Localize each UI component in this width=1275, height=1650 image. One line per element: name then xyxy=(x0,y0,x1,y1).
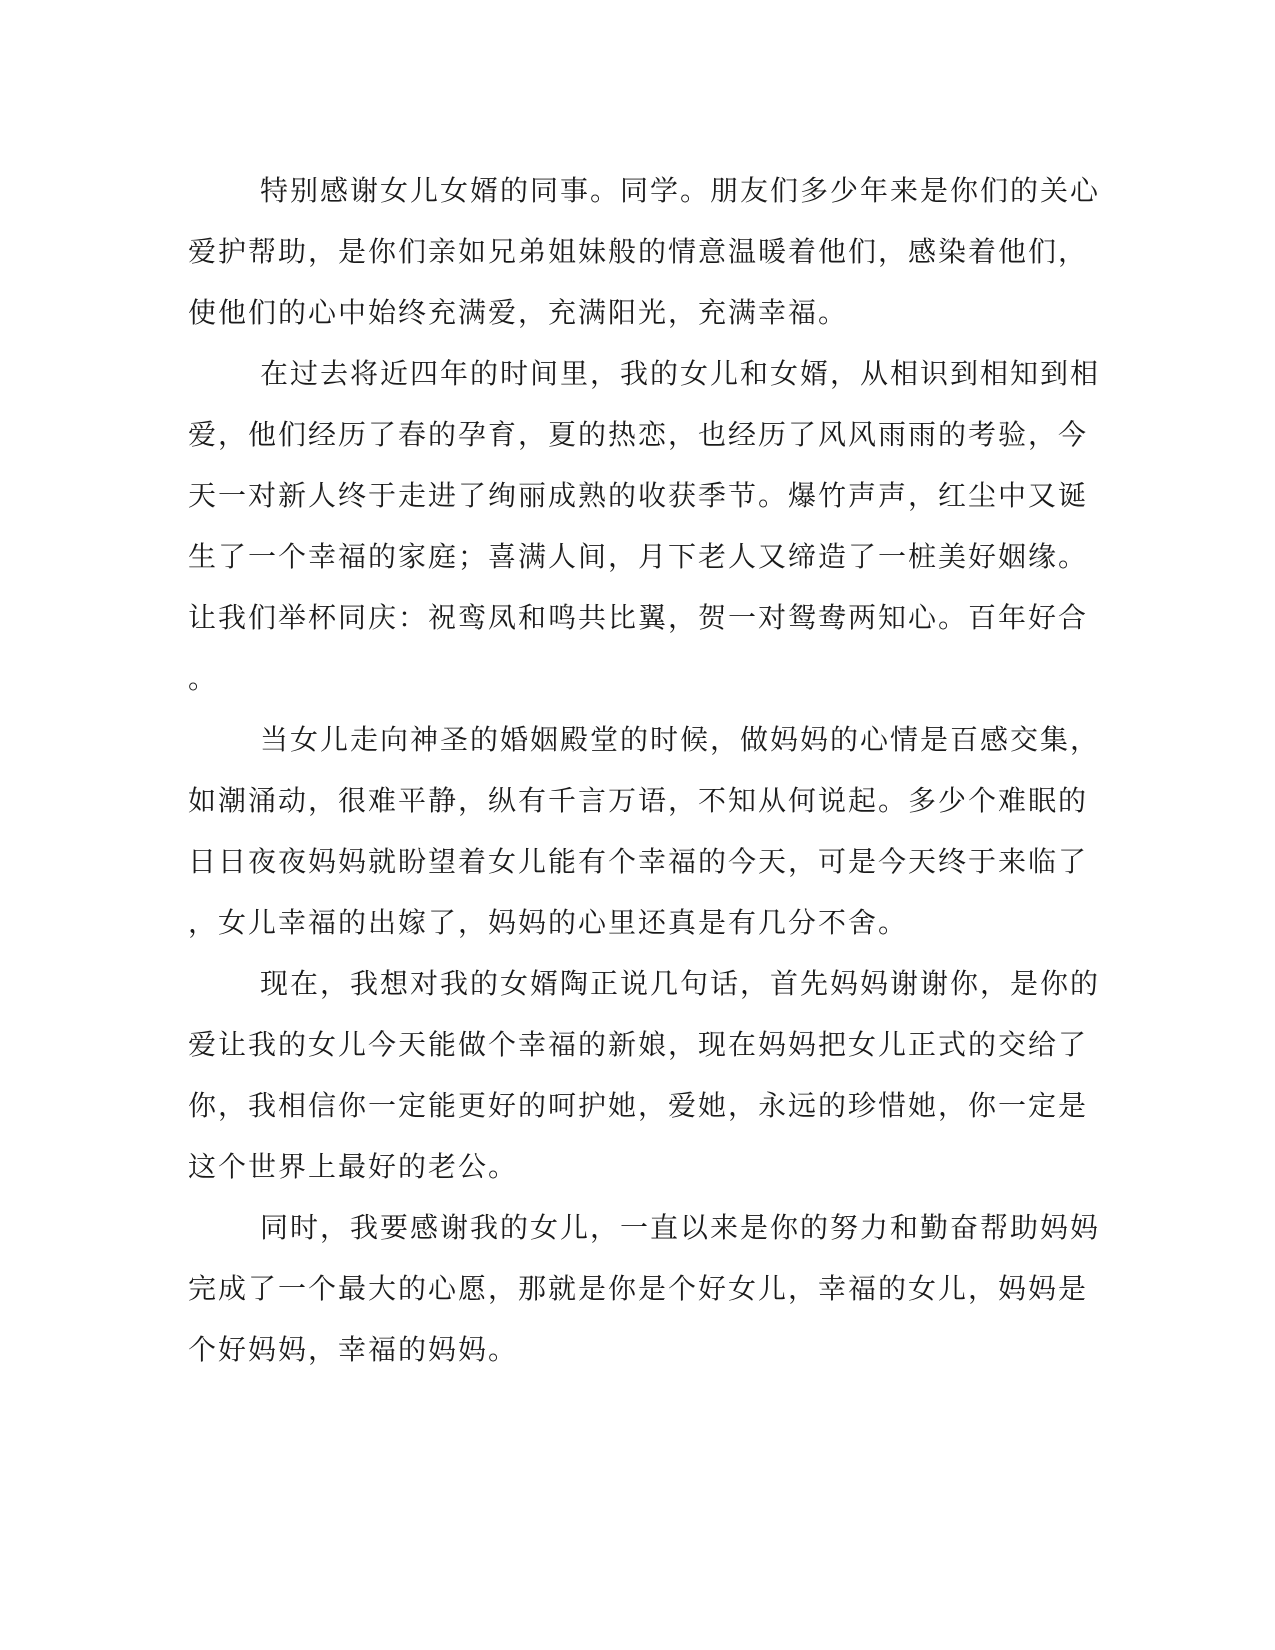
text-line: 生了一个幸福的家庭；喜满人间，月下老人又缔造了一桩美好姻缘。 xyxy=(188,540,1089,573)
paragraph-1 xyxy=(188,160,1101,343)
text-line: 爱让我的女儿今天能做个幸福的新娘，现在妈妈把女儿正式的交给了 xyxy=(188,1028,1089,1061)
paragraph-3 xyxy=(188,709,1101,953)
text-line: 特别感谢女儿女婿的同事。同学。朋友们多少年来是你们的关心 xyxy=(260,174,1101,207)
text-line: 现在，我想对我的女婿陶正说几句话，首先妈妈谢谢你，是你的 xyxy=(260,967,1101,1000)
text-line: 日日夜夜妈妈就盼望着女儿能有个幸福的今天，可是今天终于来临了 xyxy=(188,845,1089,878)
paragraph-5 xyxy=(188,1197,1101,1380)
text-line: 爱，他们经历了春的孕育，夏的热恋，也经历了风风雨雨的考验，今 xyxy=(188,418,1089,451)
paragraph-2 xyxy=(188,343,1101,709)
text-line: 使他们的心中始终充满爱，充满阳光，充满幸福。 xyxy=(188,296,849,329)
text-line: 个好妈妈，幸福的妈妈。 xyxy=(188,1333,519,1366)
text-line: 爱护帮助，是你们亲如兄弟姐妹般的情意温暖着他们，感染着他们， xyxy=(188,235,1089,268)
text-line: 你，我相信你一定能更好的呵护她，爱她，永远的珍惜她，你一定是 xyxy=(188,1089,1089,1122)
text-line: 天一对新人终于走进了绚丽成熟的收获季节。爆竹声声，红尘中又诞 xyxy=(188,479,1089,512)
text-line: 同时，我要感谢我的女儿，一直以来是你的努力和勤奋帮助妈妈 xyxy=(260,1211,1101,1244)
text-line: 这个世界上最好的老公。 xyxy=(188,1150,519,1183)
text-line: 在过去将近四年的时间里，我的女儿和女婿，从相识到相知到相 xyxy=(260,357,1101,390)
text-line: 当女儿走向神圣的婚姻殿堂的时候，做妈妈的心情是百感交集， xyxy=(260,723,1101,756)
text-line: ，女儿幸福的出嫁了，妈妈的心里还真是有几分不舍。 xyxy=(188,906,909,939)
text-line: 让我们举杯同庆：祝鸾凤和鸣共比翼，贺一对鸳鸯两知心。百年好合 xyxy=(188,601,1089,634)
paragraph-4 xyxy=(188,953,1101,1197)
text-line: 。 xyxy=(188,662,219,695)
document-body xyxy=(188,160,1101,1380)
text-line: 如潮涌动，很难平静，纵有千言万语，不知从何说起。多少个难眠的 xyxy=(188,784,1089,817)
text-line: 完成了一个最大的心愿，那就是你是个好女儿，幸福的女儿，妈妈是 xyxy=(188,1272,1089,1305)
